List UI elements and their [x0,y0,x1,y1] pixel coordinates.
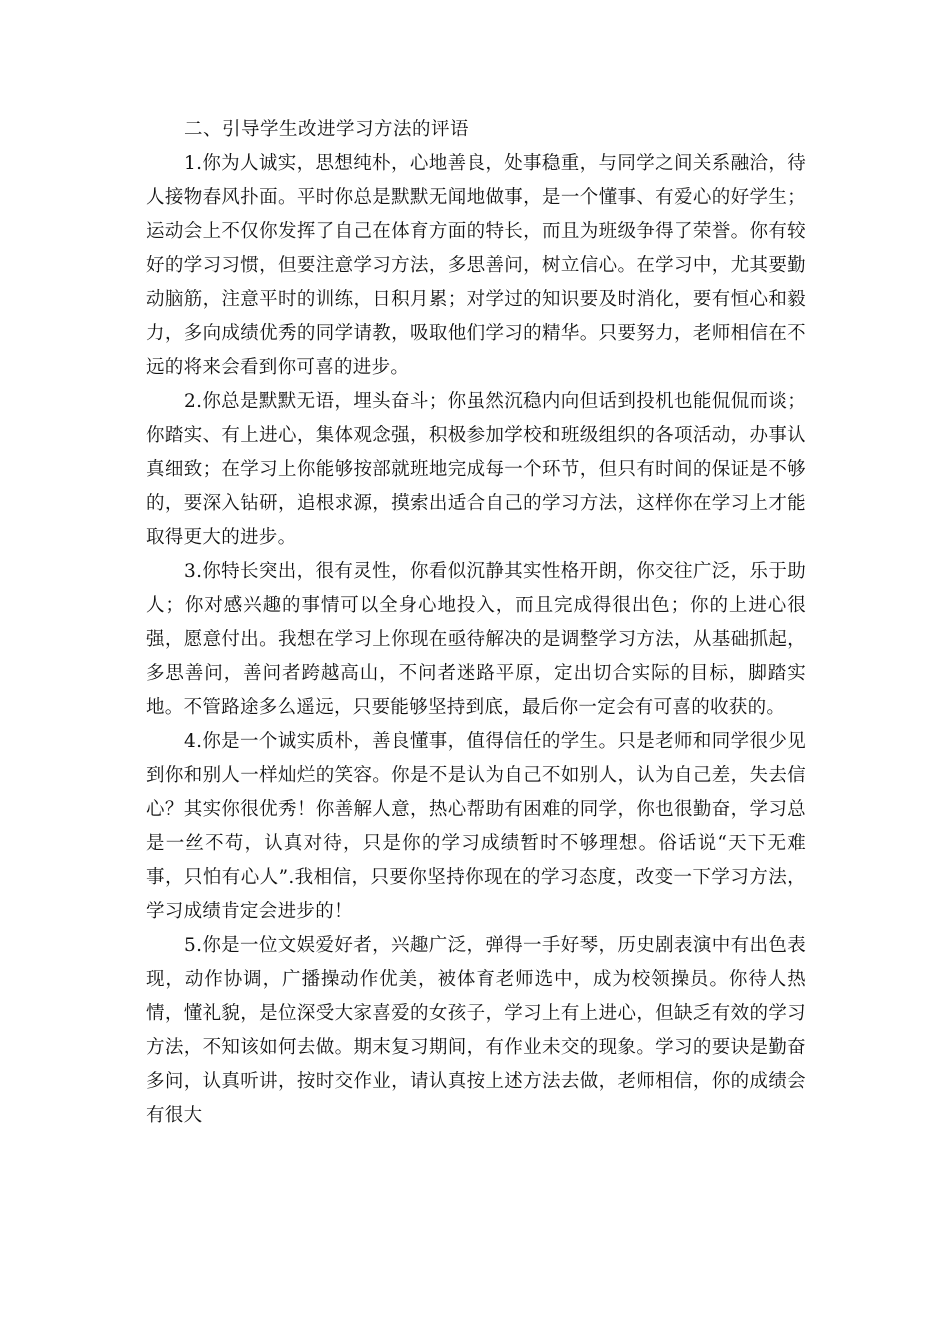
comment-paragraph-4: 4.你是一个诚实质朴，善良懂事，值得信任的学生。只是老师和同学很少见到你和别人一样灿烂的笑容。你是不是认为自己不如别人，认为自己差，失去信心？其实你很优秀！你善解人意，热心帮助有困难的同学，你也很勤奋，学习总是一丝不苟，认真对待，只是你的学习成绩暂时不够理想。俗话说“天下无难事，只怕有心人”.我相信，只要你坚持你现在的学习态度，改变一下学习方法，学习成绩肯定会进步的！ [146,731,806,922]
comment-paragraph-3: 3.你特长突出，很有灵性，你看似沉静其实性格开朗，你交往广泛，乐于助人；你对感兴趣的事情可以全身心地投入，而且完成得很出色；你的上进心很强，愿意付出。我想在学习上你现在亟待解决的是调整学习方法，从基础抓起，多思善问，善问者跨越高山，不问者迷路平原，定出切合实际的目标，脚踏实地。不管路途多么遥远，只要能够坚持到底，最后你一定会有可喜的收获的。 [146,561,806,718]
section-heading: 二、引导学生改进学习方法的评语 [184,119,470,140]
comment-paragraph-5: 5.你是一位文娱爱好者，兴趣广泛，弹得一手好琴，历史剧表演中有出色表现，动作协调，广播操动作优美，被体育老师选中，成为校领操员。你待人热情，懂礼貌，是位深受大家喜爱的女孩子，学习上有上进心，但缺乏有效的学习方法，不知该如何去做。期末复习期间，有作业未交的现象。学习的要诀是勤奋多问，认真听讲，按时交作业，请认真按上述方法去做，老师相信，你的成绩会有很大 [146,935,806,1126]
document-page [146,113,806,1133]
comment-paragraph-1: 1.你为人诚实，思想纯朴，心地善良，处事稳重，与同学之间关系融洽，待人接物春风扑面。平时你总是默默无闻地做事，是一个懂事、有爱心的好学生；运动会上不仅你发挥了自己在体育方面的特长，而且为班级争得了荣誉。你有较好的学习习惯，但要注意学习方法，多思善问，树立信心。在学习中，尤其要勤动脑筋，注意平时的训练，日积月累；对学过的知识要及时消化，要有恒心和毅力，多向成绩优秀的同学请教，吸取他们学习的精华。只要努力，老师相信在不远的将来会看到你可喜的进步。 [146,153,806,378]
comment-paragraph-2: 2.你总是默默无语，埋头奋斗；你虽然沉稳内向但话到投机也能侃侃而谈；你踏实、有上进心，集体观念强，积极参加学校和班级组织的各项活动，办事认真细致；在学习上你能够按部就班地完成每一个环节，但只有时间的保证是不够的，要深入钻研，追根求源，摸索出适合自己的学习方法，这样你在学习上才能取得更大的进步。 [146,391,806,548]
